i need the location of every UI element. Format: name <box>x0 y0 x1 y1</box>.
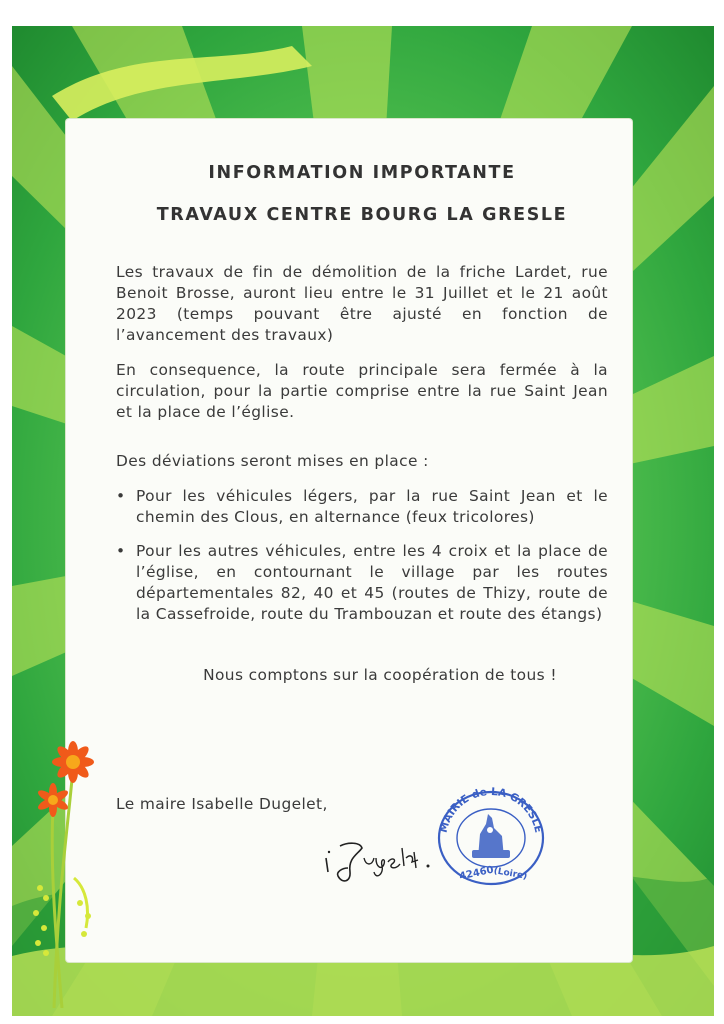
flower-decoration <box>28 738 98 1008</box>
list-item-text: Pour les autres véhicules, entre les 4 croix et la place de l’église, en contournant le village par les routes départementales 82, 40 et 45 (routes de Thizy, route de la Cassefroide, route du Trambouzan et route des étangs) <box>136 542 608 623</box>
town-hall-stamp <box>432 784 550 888</box>
deviation-list <box>116 486 608 625</box>
handwritten-signature <box>318 828 438 888</box>
notice-subtitle: TRAVAUX CENTRE BOURG LA GRESLE <box>156 205 568 225</box>
bullet-icon: • <box>116 487 126 505</box>
list-item <box>116 541 608 625</box>
list-item-text: Pour les véhicules légers, par la rue Saint Jean et le chemin des Clous, en alternance (feux tricolores) <box>136 487 608 526</box>
mayor-signoff: Le maire Isabelle Dugelet, <box>116 795 328 813</box>
stamp-postcode: 42460 <box>458 864 495 883</box>
flower-icon <box>36 783 69 817</box>
notice-body <box>116 160 608 686</box>
paragraph-road-closure: En consequence, la route principale sera fermée à la circulation, pour la partie comprise entre la rue Saint Jean et la place de l’église. <box>116 361 608 421</box>
bullet-icon: • <box>116 542 126 560</box>
stamp-title: MAIRIE de LA GRESLE <box>437 785 545 834</box>
paragraph-deviations-intro: Des déviations seront mises en place : <box>116 452 429 470</box>
flower-icon <box>52 741 94 783</box>
paragraph-works-dates: Les travaux de fin de démolition de la friche Lardet, rue Benoit Brosse, auront lieu entre le 31 Juillet et le 21 août 2023 (temps pouvant être ajusté en fonction de l’avancement des travaux) <box>116 263 608 344</box>
closing-line: Nous comptons sur la coopération de tous ! <box>203 666 557 684</box>
stamp-region: (Loire) <box>492 866 528 882</box>
list-item <box>116 486 608 528</box>
notice-title: INFORMATION IMPORTANTE <box>208 163 516 183</box>
